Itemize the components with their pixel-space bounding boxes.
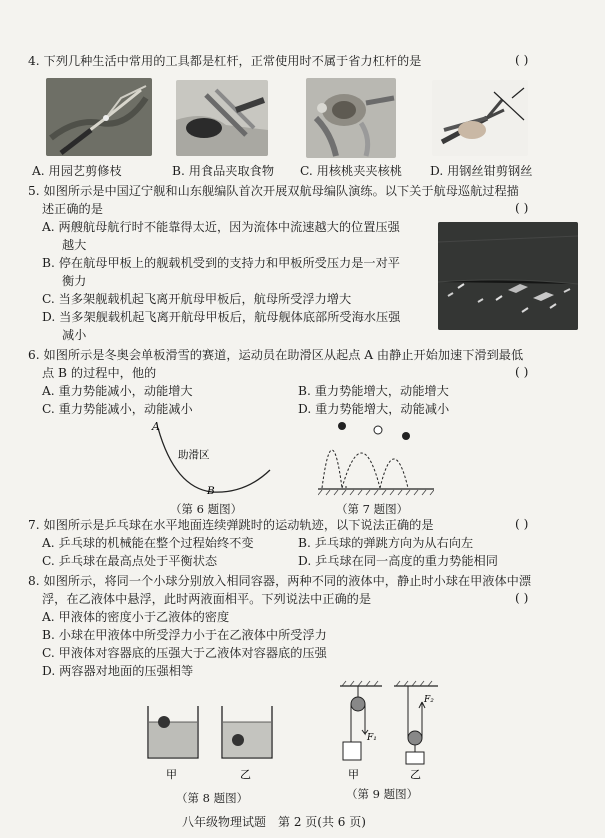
bouncing-ball-diagram xyxy=(318,418,434,498)
q4-option-a: A. 用园艺剪修枝 xyxy=(32,164,122,178)
q6-answer-paren: ( ) xyxy=(515,365,529,379)
q6-option-a: A. 重力势能减小，动能增大 xyxy=(42,384,193,398)
q8-option-d: D. 两容器对地面的压强相等 xyxy=(42,664,194,678)
pulley-yi-label: 乙 xyxy=(410,768,421,781)
q5-option-b-line2: 衡力 xyxy=(62,274,87,288)
q5-option-a-line2: 越大 xyxy=(62,238,87,252)
q6-stem-line2: 点 B 的过程中，他的 xyxy=(42,366,157,380)
q8-option-a: A. 甲液体的密度小于乙液体的密度 xyxy=(42,610,230,624)
force-f2-label: F₂ xyxy=(424,695,434,705)
q7-option-c: C. 乒乓球在最高点处于平衡状态 xyxy=(42,554,218,568)
fixed-pulley-jia xyxy=(343,686,368,760)
fig9-caption: （第 9 题图） xyxy=(346,787,419,801)
q5-stem-line1: 5. 如图所示是中国辽宁舰和山东舰编队首次开展双航母编队演练。以下关于航母巡航过程描 xyxy=(28,184,519,198)
floating-ball xyxy=(158,716,170,728)
page-footer: 八年级物理试题 第 2 页(共 6 页) xyxy=(182,815,366,829)
pulley-diagram xyxy=(334,680,446,782)
q5-option-a-line1: A. 两艘航母航行时不能靠得太近，因为流体中流速越大的位置压强 xyxy=(42,220,400,234)
q4-option-c: C. 用核桃夹夹核桃 xyxy=(300,164,402,178)
force-f1-label: F₁ xyxy=(367,733,377,743)
q7-option-b: B. 乒乓球的弹跳方向为从右向左 xyxy=(298,536,474,550)
ball-mark xyxy=(338,422,346,430)
q4-answer-paren: ( ) xyxy=(515,53,529,67)
q8-stem-line2: 浮，在乙液体中悬浮，此时两液面相平。下列说法中正确的是 xyxy=(42,592,372,606)
q5-stem-line2: 述正确的是 xyxy=(42,202,103,216)
track-curve xyxy=(158,428,270,492)
q5-option-d-line2: 减小 xyxy=(62,328,87,342)
q4-stem: 4. 下列几种生活中常用的工具都是杠杆，正常使用时不属于省力杠杆的是 xyxy=(28,54,422,68)
fig6-caption: （第 6 题图） xyxy=(170,502,243,516)
run-up-zone-label: 助滑区 xyxy=(178,449,210,461)
q6-option-b: B. 重力势能增大，动能增大 xyxy=(298,384,449,398)
q6-stem-line1: 6. 如图所示是冬奥会单板滑雪的赛道，运动员在助滑区从起点 A 由静止开始加速下滑到最低 xyxy=(28,348,524,362)
q8-option-b: B. 小球在甲液体中所受浮力小于在乙液体中所受浮力 xyxy=(42,628,327,642)
q7-option-a: A. 乒乓球的机械能在整个过程始终不变 xyxy=(42,536,254,550)
q7-stem: 7. 如图所示是乒乓球在水平地面连续弹跳时的运动轨迹，以下说法正确的是 xyxy=(28,518,434,532)
fig8-caption: （第 8 题图） xyxy=(176,791,249,805)
q5-answer-paren: ( ) xyxy=(515,201,529,215)
suspended-ball xyxy=(232,734,244,746)
carrier-formation-photo xyxy=(438,222,578,330)
food-tongs-photo xyxy=(176,80,268,156)
q5-option-b-line1: B. 停在航母甲板上的舰载机受到的支持力和甲板所受压力是一对平 xyxy=(42,256,400,270)
pulley-jia-label: 甲 xyxy=(348,768,359,781)
q8-option-c: C. 甲液体对容器底的压强大于乙液体对容器底的压强 xyxy=(42,646,327,660)
container-jia xyxy=(148,706,198,758)
q6-option-c: C. 重力势能减小，动能减小 xyxy=(42,402,193,416)
point-a-label: A xyxy=(152,420,160,433)
wire-cutter-photo xyxy=(432,80,528,156)
q4-option-b: B. 用食品夹取食物 xyxy=(172,164,275,178)
fig7-caption: （第 7 题图） xyxy=(336,502,409,516)
snowboard-track-diagram xyxy=(140,418,280,500)
q7-answer-paren: ( ) xyxy=(515,517,529,531)
garden-shears-photo xyxy=(46,78,152,156)
container-yi xyxy=(222,706,272,758)
q7-option-d: D. 乒乓球在同一高度的重力势能相同 xyxy=(298,554,498,568)
movable-pulley-yi xyxy=(406,686,425,764)
q8-stem-line1: 8. 如图所示，将同一个小球分别放入相同容器，两种不同的液体中，静止时小球在甲液体中漂 xyxy=(28,574,532,588)
container-jia-label: 甲 xyxy=(166,768,177,781)
ball-mark xyxy=(374,426,382,434)
q4-option-d: D. 用钢丝钳剪钢丝 xyxy=(430,164,533,178)
point-b-label: B xyxy=(207,485,215,497)
q5-option-c: C. 当多架舰载机起飞离开航母甲板后，航母所受浮力增大 xyxy=(42,292,352,306)
q6-option-d: D. 重力势能增大，动能减小 xyxy=(298,402,450,416)
ball-mark xyxy=(402,432,410,440)
two-containers-diagram xyxy=(142,700,282,782)
nutcracker-photo xyxy=(306,78,396,158)
q8-answer-paren: ( ) xyxy=(515,591,529,605)
q5-option-d-line1: D. 当多架舰载机起飞离开航母甲板后，航母舰体底部所受海水压强 xyxy=(42,310,401,324)
container-yi-label: 乙 xyxy=(240,768,251,781)
